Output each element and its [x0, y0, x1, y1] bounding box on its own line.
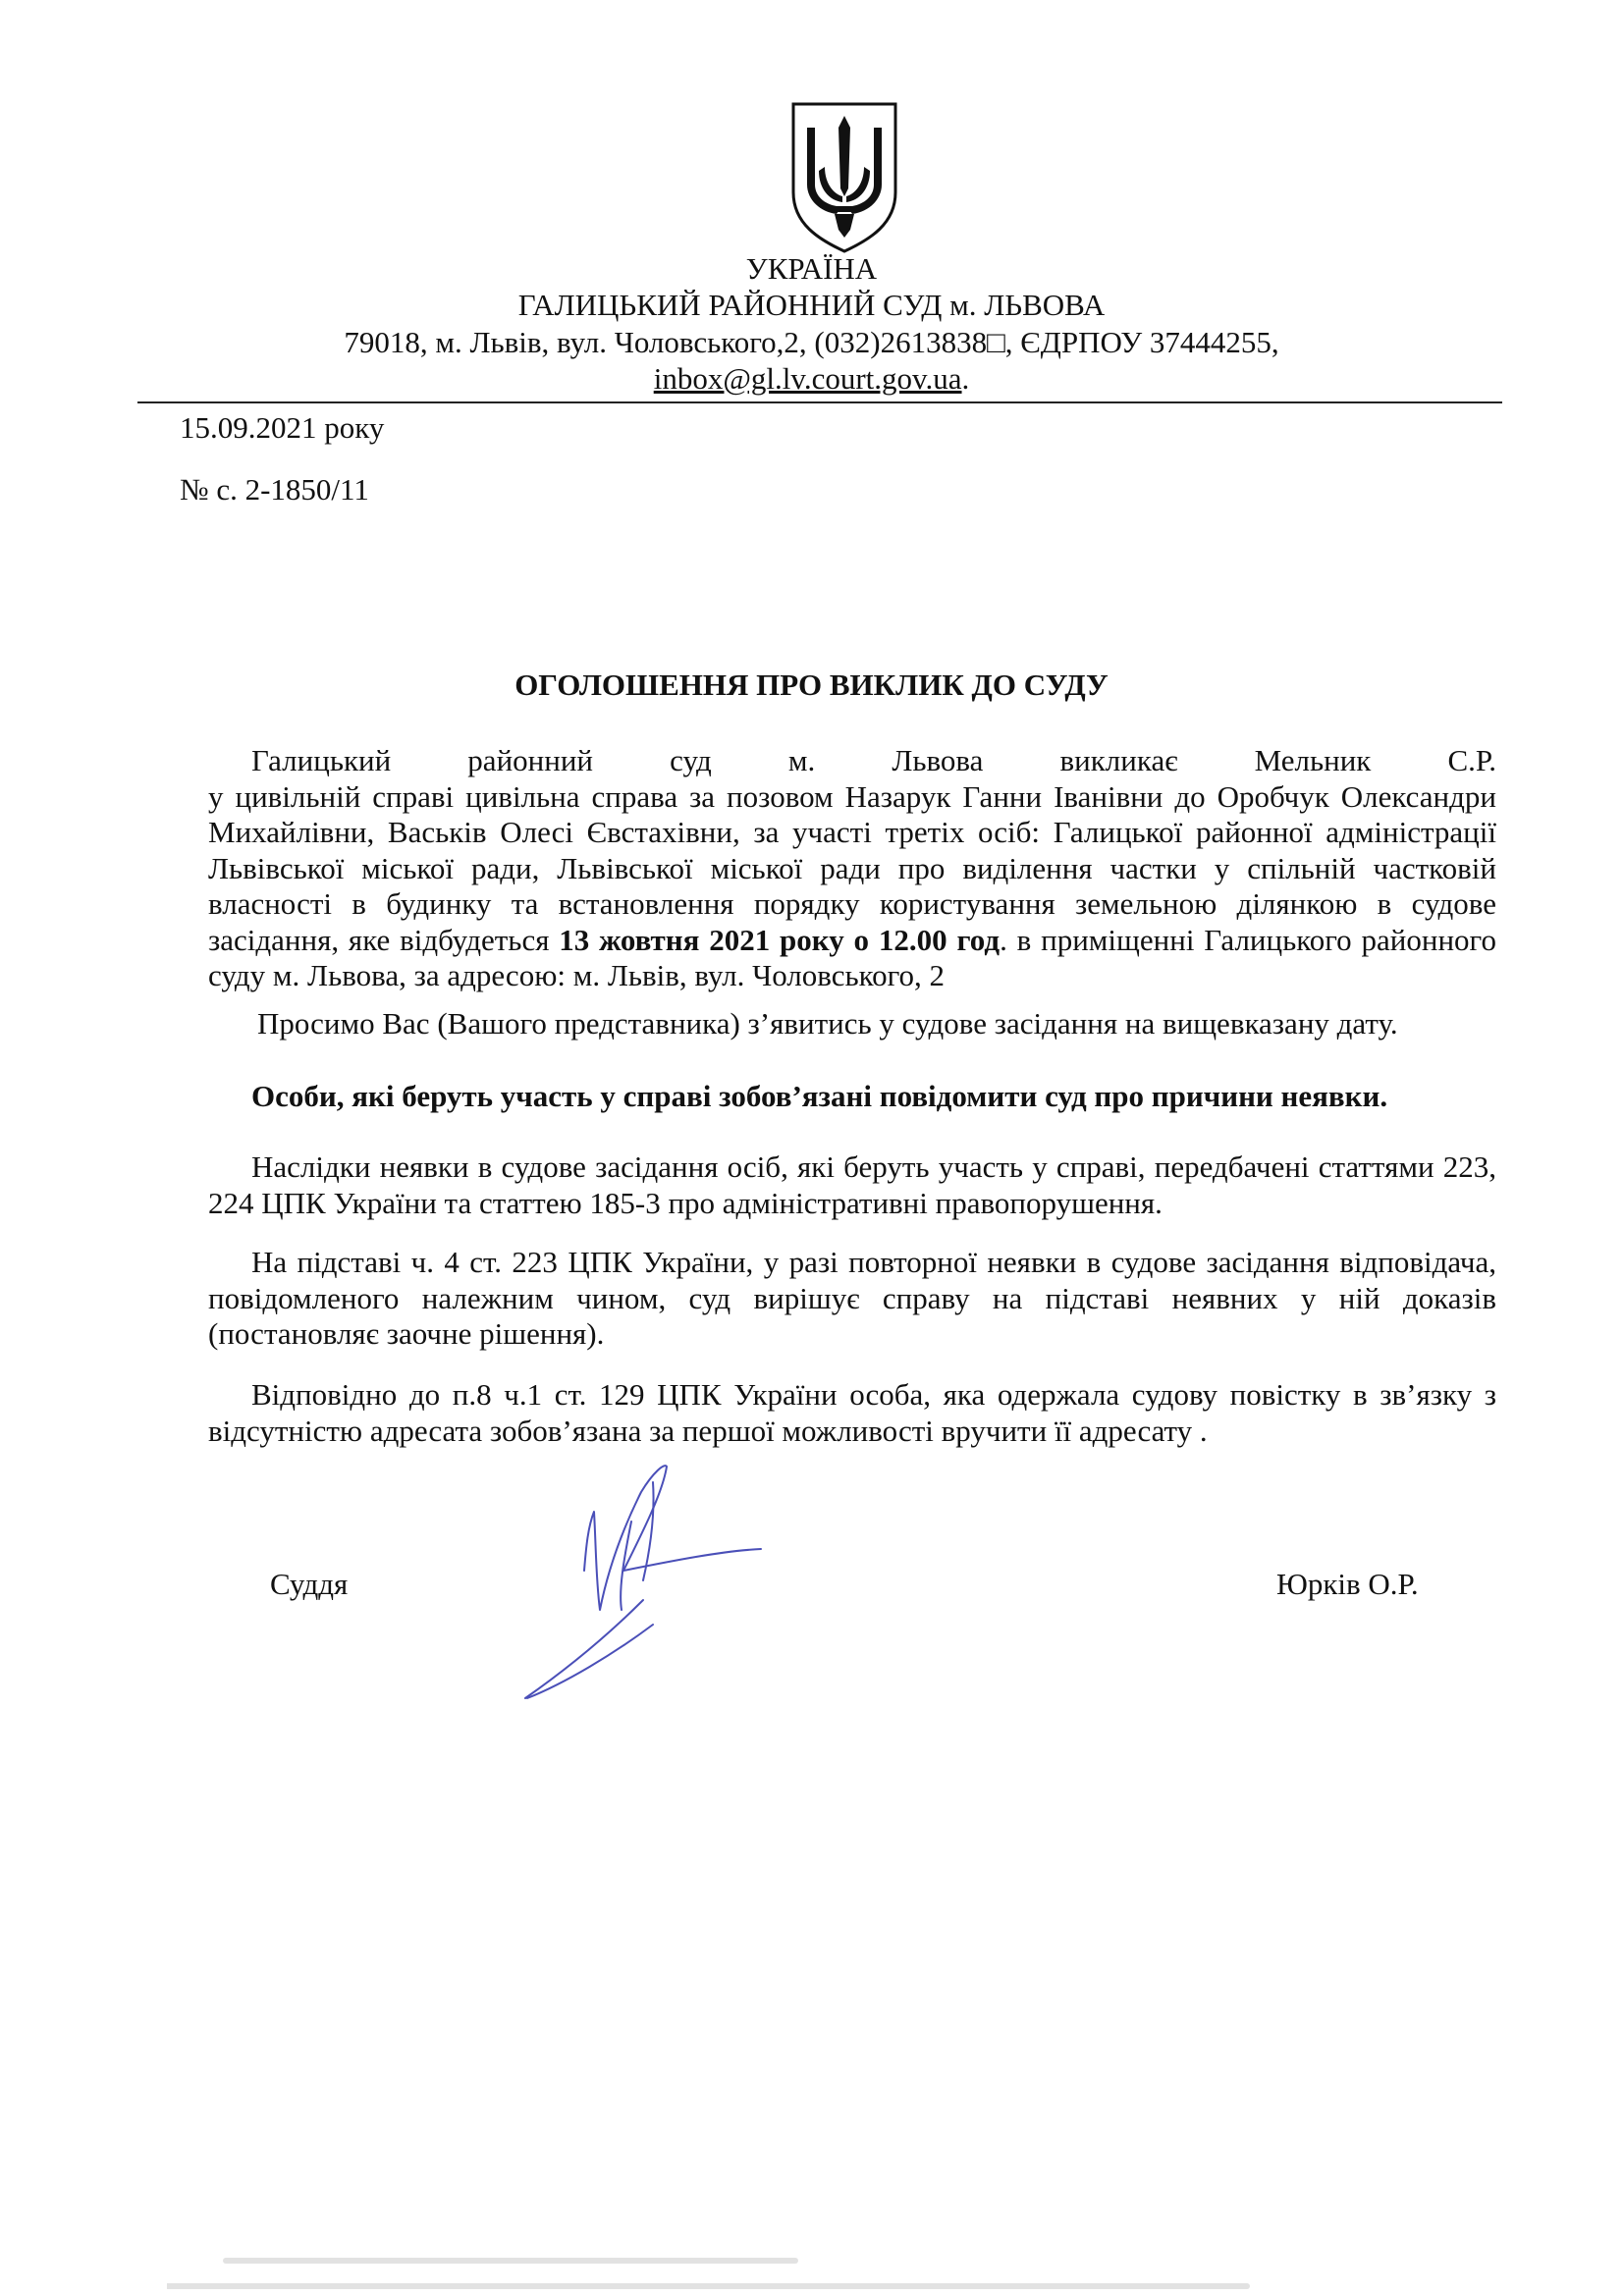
paragraph-request: Просимо Вас (Вашого представника) з’явитись у судове засідання на вищевказану дату.: [257, 1006, 1398, 1041]
judge-label: Суддя: [270, 1567, 349, 1601]
paragraph-delivery: Відповідно до п.8 ч.1 ст. 129 ЦПК України особа, яка одержала судову повістку в зв’язку з відсутністю адресата зобов’язана за першої можливості вручити її адресату .: [208, 1377, 1496, 1448]
country-heading: УКРАЇНА: [745, 251, 878, 286]
paragraph-obligation: Особи, які беруть участь у справі зобов’язані повідомити суд про причини неявки.: [251, 1079, 1388, 1113]
summons-text-b: . в приміщенні Галицького районного суду м. Львова, за адресою: м. Львів, вул. Чоловського, 2: [208, 922, 1496, 992]
court-email-link[interactable]: inbox@gl.lv.court.gov.ua: [653, 361, 962, 396]
hearing-datetime: 13 жовтня 2021 року о 12.00 год: [559, 922, 1001, 957]
judge-name: Юрків О.Р.: [1276, 1567, 1419, 1601]
document-title: ОГОЛОШЕННЯ ПРО ВИКЛИК ДО СУДУ: [514, 667, 1109, 702]
court-name: ГАЛИЦЬКИЙ РАЙОННИЙ СУД м. ЛЬВОВА: [517, 288, 1106, 322]
court-email-line: [0, 361, 1623, 397]
trident-coat-of-arms-icon: [785, 98, 903, 255]
document-date: 15.09.2021 року: [180, 410, 385, 445]
summons-text-a: у цивільній справі цивільна справа за позовом Назарук Ганни Іванівни до Оробчук Олександри Михайлівни, Васьків Олесі Євстахівни, за участі третіх осіб: Галицької районної адміністрації Львівської міської ради, Львівської міської ради про виділення частки у спільній частковій власності в будинку та встановлення порядку користування земельною ділянкою в судове засідання, яке відбудеться: [208, 778, 1496, 957]
summons-details: [208, 779, 1496, 994]
paragraph-default-judgment: На підставі ч. 4 ст. 223 ЦПК України, у разі повторної неявки в судове засідання відповідача, повідомленого належним чином, суд вирішує справу на підставі неявних у ній доказів (постановляє заочне рішення).: [208, 1245, 1496, 1351]
court-address: 79018, м. Львів, вул. Чоловського,2, (032)2613838□, ЄДРПОУ 37444255,: [344, 325, 1279, 359]
email-suffix: .: [961, 361, 970, 396]
header-divider: [137, 401, 1502, 403]
summons-first-line: Галицький районний суд м. Львова викликає Мельник С.Р.: [251, 743, 1496, 777]
paragraph-summons: [208, 743, 1496, 994]
show-through-marks: [167, 2253, 1443, 2296]
paragraph-consequences: Наслідки неявки в судове засідання осіб, які беруть участь у справі, передбачені статтями 223, 224 ЦПК України та статтею 185-3 про адміністративні правопорушення.: [208, 1149, 1496, 1220]
case-number: № с. 2-1850/11: [180, 472, 369, 507]
handwritten-signature: [506, 1453, 898, 1718]
